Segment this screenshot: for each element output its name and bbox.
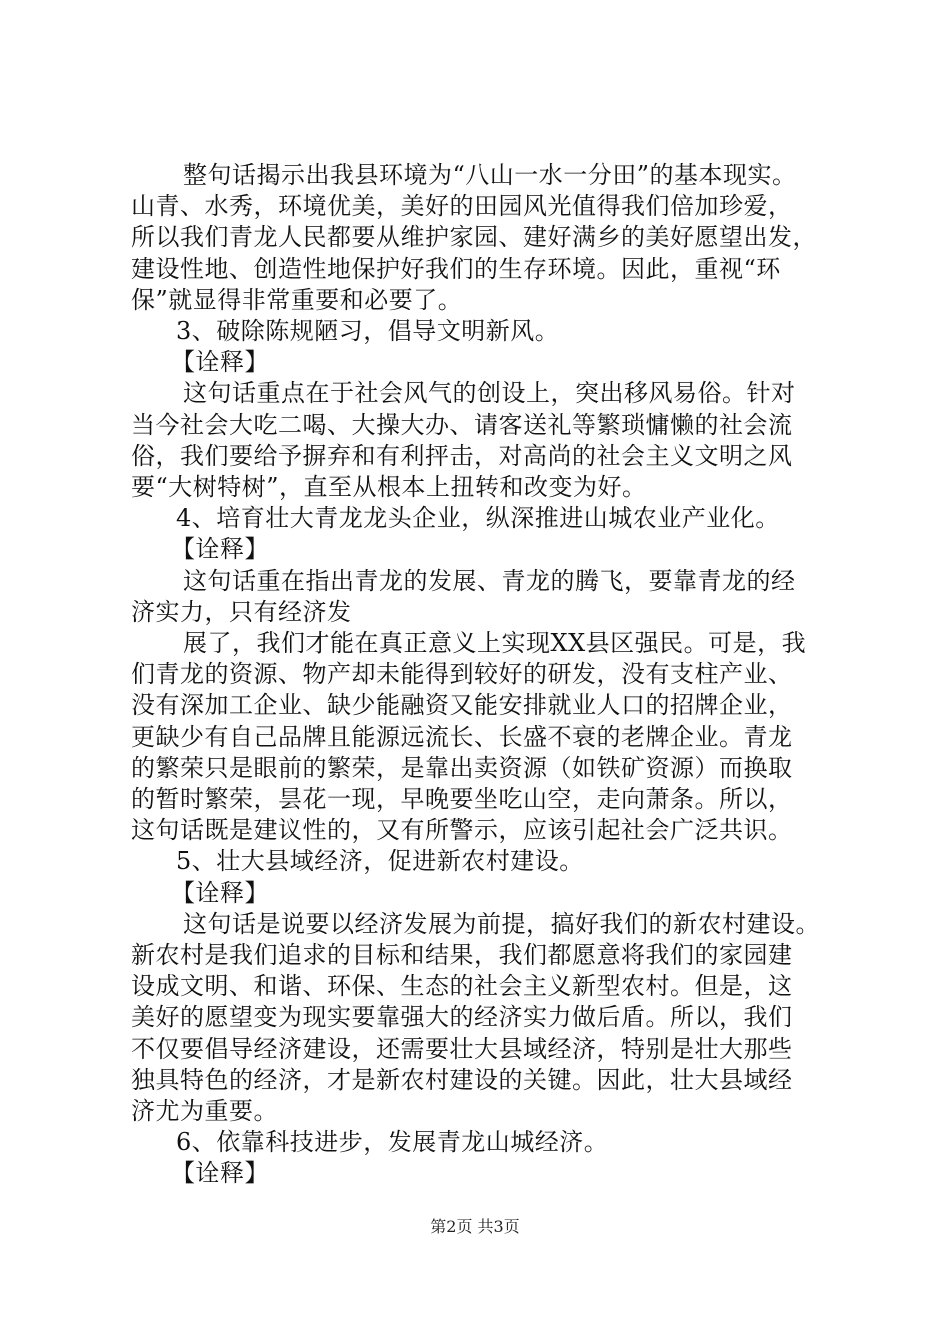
paragraph-line: 山青、水秀，环境优美，美好的田园风光值得我们倍加珍爱， — [131, 192, 793, 220]
paragraph-line: 整句话揭示出我县环境为“八山一水一分田”的基本现实。 — [183, 161, 797, 189]
section-heading: 4、培育壮大青龙龙头企业，纵深推进山城农业产业化。 — [176, 504, 780, 532]
paragraph-line: 更缺少有自己品牌且能源远流长、长盛不衰的老牌企业。青龙 — [131, 723, 793, 751]
annotation-label: 【诠释】 — [171, 535, 269, 563]
annotation-label: 【诠释】 — [171, 1159, 269, 1187]
paragraph-line: 保”就显得非常重要和必要了。 — [131, 286, 463, 314]
paragraph-line: 美好的愿望变为现实要靠强大的经济实力做后盾。所以，我们 — [131, 1003, 793, 1031]
paragraph-line: 要“大树特树”，直至从根本上扭转和改变为好。 — [131, 473, 647, 501]
annotation-label: 【诠释】 — [171, 879, 269, 907]
paragraph-line: 们青龙的资源、物产却未能得到较好的研发，没有支柱产业、 — [131, 660, 793, 688]
paragraph-line: 建设性地、创造性地保护好我们的生存环境。因此，重视“环 — [131, 255, 781, 283]
paragraph-line: 这句话是说要以经济发展为前提，搞好我们的新农村建设。 — [183, 910, 820, 938]
paragraph-line: 的暂时繁荣，昙花一现，早晚要坐吃山空，走向萧条。所以， — [131, 785, 793, 813]
section-heading: 5、壮大县域经济，促进新农村建设。 — [176, 847, 584, 875]
paragraph-line: 设成文明、和谐、环保、生态的社会主义新型农村。但是，这 — [131, 972, 793, 1000]
paragraph-line: 所以我们青龙人民都要从维护家园、建好满乡的美好愿望出发， — [131, 223, 817, 251]
paragraph-line: 没有深加工企业、缺少能融资又能安排就业人口的招牌企业， — [131, 691, 793, 719]
page-number-label: 第2页 共3页 — [430, 1217, 520, 1236]
paragraph-line: 这句话重点在于社会风气的创设上，突出移风易俗。针对 — [183, 379, 796, 407]
paragraph-line: 济尤为重要。 — [131, 1097, 278, 1125]
paragraph-line: 这句话既是建议性的，又有所警示，应该引起社会广泛共识。 — [131, 816, 793, 844]
paragraph-line: 不仅要倡导经济建设，还需要壮大县域经济，特别是壮大那些 — [131, 1035, 793, 1063]
paragraph-line: 这句话重在指出青龙的发展、青龙的腾飞，要靠青龙的经 — [183, 567, 796, 595]
paragraph-line: 的繁荣只是眼前的繁荣，是靠出卖资源（如铁矿资源）而换取 — [131, 754, 793, 782]
paragraph-line: 俗，我们要给予摒弃和有利抨击，对高尚的社会主义文明之风 — [131, 442, 793, 470]
annotation-label: 【诠释】 — [171, 348, 269, 376]
paragraph-line: 当今社会大吃二喝、大操大办、请客送礼等繁琐慵懒的社会流 — [131, 411, 793, 439]
page-footer — [0, 1216, 950, 1238]
section-heading: 6、依靠科技进步，发展青龙山城经济。 — [176, 1128, 609, 1156]
paragraph-line: 独具特色的经济，才是新农村建设的关键。因此，壮大县域经 — [131, 1066, 793, 1094]
paragraph-line: 济实力，只有经济发 — [131, 598, 352, 626]
paragraph-line: 新农村是我们追求的目标和结果，我们都愿意将我们的家园建 — [131, 941, 793, 969]
paragraph-line: 展了，我们才能在真正意义上实现XX县区强民。可是，我 — [183, 629, 807, 657]
section-heading: 3、破除陈规陋习，倡导文明新风。 — [176, 317, 560, 345]
